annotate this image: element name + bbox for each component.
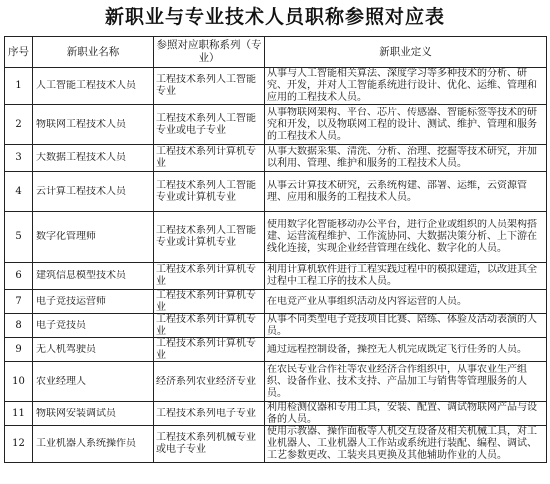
job-definition — [265, 362, 547, 402]
title-series — [154, 402, 265, 426]
row-number — [5, 402, 33, 426]
job-name — [33, 314, 154, 338]
job-definition-text: 利用计算机软件进行工程实践过程中的模拟建造，以改进其全过程中工程工序的技术人员。 — [267, 264, 537, 287]
row-number-text: 6 — [15, 270, 22, 281]
job-definition — [265, 290, 547, 314]
title-series — [154, 362, 265, 402]
table-row — [5, 402, 547, 426]
job-name — [33, 402, 154, 426]
row-number — [5, 105, 33, 145]
job-name-text: 人工智能工程技术人员 — [36, 80, 136, 91]
job-definition-text: 从事不同类型电子竞技项目比赛、陪练、体验及活动表演的人员。 — [267, 314, 537, 337]
job-name-text: 物联网安装调试员 — [36, 407, 116, 419]
row-number-text: 5 — [15, 231, 22, 242]
job-definition — [265, 402, 547, 426]
title-series-text: 工程技术系列计算机专业 — [156, 290, 256, 313]
job-name-text: 建筑信息模型技术员 — [36, 270, 126, 281]
job-name — [33, 426, 154, 463]
row-number-text: 7 — [15, 295, 22, 307]
title-series — [154, 68, 265, 105]
row-number-text: 10 — [12, 375, 25, 387]
job-definition — [265, 145, 547, 172]
title-series-text: 工程技术系列人工智能专业或计算机专业 — [156, 179, 256, 203]
job-definition — [265, 426, 547, 463]
job-name-text: 工业机器人系统操作员 — [36, 438, 136, 449]
job-name-text: 无人机驾驶员 — [36, 343, 96, 355]
table-row — [5, 362, 547, 402]
title-series — [154, 212, 265, 263]
job-definition-text: 从事与人工智能相关算法、深度学习等多种技术的分析、研究、开发，并对人工智能系统进行设计、优化、运维、管理和应用的工程技术人员。 — [267, 68, 537, 103]
job-definition — [265, 105, 547, 145]
job-definition-text: 使用示教器、操作面板等人机交互设备及相关机械工具，对工业机器人、工业机器人工作站或系统进行装配、编程、调试、工艺参数更改、工装夹具更换及其他辅助作业的人员。 — [267, 426, 537, 461]
title-series-text: 工程技术系列机械专业或电子专业 — [156, 432, 256, 455]
title-series — [154, 145, 265, 172]
table-row — [5, 314, 547, 338]
job-name-text: 物联网工程技术人员 — [36, 118, 126, 130]
title-series — [154, 314, 265, 338]
row-number — [5, 212, 33, 263]
job-definition — [265, 314, 547, 338]
row-number-text: 11 — [12, 407, 25, 419]
job-definition-text: 在农民专业合作社等农业经济合作组织中，从事农业生产组织、设备作业、技术支持、产品加工与销售等管理服务的人员。 — [267, 363, 527, 399]
job-definition-text: 从事大数据采集、清洗、分析、治理、挖掘等技术研究，并加以利用、管理、维护和服务的工程技术人员。 — [267, 146, 537, 169]
row-number — [5, 68, 33, 105]
job-definition — [265, 68, 547, 105]
job-name — [33, 263, 154, 290]
job-name-text: 农业经理人 — [36, 375, 86, 387]
row-number — [5, 426, 33, 463]
row-number-text: 3 — [15, 152, 22, 163]
title-series — [154, 338, 265, 362]
page-title: 新职业与专业技术人员职称参照对应表 — [104, 6, 445, 28]
job-definition-text: 使用数字化智能移动办公平台，进行企业或组织的人员架构搭建、运营流程维护、工作流协同、大数据决策分析、上下游在线化连接，实现企业经营管理在线化、数字化的人员。 — [267, 219, 537, 254]
header-name: 新职业名称 — [33, 37, 154, 68]
title-series-text: 工程技术系列电子专业 — [156, 407, 256, 419]
title-series — [154, 172, 265, 212]
table-row — [5, 290, 547, 314]
title-series — [154, 290, 265, 314]
title-series-text: 工程技术系列计算机专业 — [156, 264, 256, 287]
title-series-text: 工程技术系列计算机专业 — [156, 146, 256, 169]
row-number-text: 1 — [15, 80, 22, 91]
table-header-row — [5, 37, 547, 68]
title-series — [154, 263, 265, 290]
title-series-text: 工程技术系列计算机专业 — [156, 338, 256, 361]
title-series-text: 工程技术系列计算机专业 — [156, 314, 256, 337]
job-definition-text: 从事云计算技术研究，云系统构建、部署、运维，云资源管理、应用和服务的工程技术人员。 — [267, 179, 527, 203]
row-number — [5, 362, 33, 402]
job-name — [33, 362, 154, 402]
job-definition — [265, 338, 547, 362]
row-number-text: 9 — [15, 343, 22, 355]
title-series-text: 工程技术系列人工智能专业或计算机专业 — [156, 225, 256, 248]
job-definition-text: 从事物联网架构、平台、芯片、传感器、智能标签等技术的研究和开发，以及物联网工程的设计、测试、维护、管理和服务的工程技术人员。 — [267, 106, 537, 142]
job-name-text: 云计算工程技术人员 — [36, 185, 126, 197]
job-name — [33, 290, 154, 314]
job-definition — [265, 172, 547, 212]
title-series — [154, 426, 265, 463]
title-series-text: 工程技术系列人工智能专业或电子专业 — [156, 112, 256, 136]
job-title-table — [4, 36, 547, 463]
job-name — [33, 145, 154, 172]
row-number — [5, 172, 33, 212]
table-row — [5, 426, 547, 463]
row-number-text: 12 — [12, 438, 25, 449]
job-name — [33, 172, 154, 212]
job-definition — [265, 263, 547, 290]
table-row — [5, 172, 547, 212]
job-definition-text: 通过远程控制设备，操控无人机完成既定飞行任务的人员。 — [267, 343, 527, 355]
table-row — [5, 338, 547, 362]
table-row — [5, 263, 547, 290]
table-body — [5, 68, 547, 463]
job-name-text: 电子竞技运营师 — [36, 295, 106, 307]
header-def: 新职业定义 — [265, 37, 547, 68]
job-name — [33, 105, 154, 145]
row-number-text: 8 — [15, 319, 22, 331]
header-num: 序号 — [5, 37, 33, 68]
header-ref: 参照对应职称系列（专业） — [154, 37, 265, 68]
job-definition-text: 在电竞产业从事组织活动及内容运营的人员。 — [267, 295, 467, 307]
job-name — [33, 212, 154, 263]
row-number-text: 2 — [15, 118, 22, 130]
table-row — [5, 145, 547, 172]
row-number-text: 4 — [15, 185, 22, 197]
job-name-text: 电子竞技员 — [36, 319, 86, 331]
job-definition — [265, 212, 547, 263]
row-number — [5, 263, 33, 290]
row-number — [5, 145, 33, 172]
job-definition-text: 利用检测仪器和专用工具，安装、配置、调试物联网产品与设备的人员。 — [267, 402, 537, 425]
row-number — [5, 338, 33, 362]
title-series-text: 经济系列农业经济专业 — [156, 375, 256, 387]
table-row — [5, 105, 547, 145]
row-number — [5, 290, 33, 314]
job-name-text: 数字化管理师 — [36, 231, 96, 242]
table-row — [5, 212, 547, 263]
job-name — [33, 68, 154, 105]
job-name — [33, 338, 154, 362]
job-name-text: 大数据工程技术人员 — [36, 152, 126, 163]
title-series-text: 工程技术系列人工智能专业 — [156, 74, 256, 97]
row-number — [5, 314, 33, 338]
title-series — [154, 105, 265, 145]
table-row — [5, 68, 547, 105]
